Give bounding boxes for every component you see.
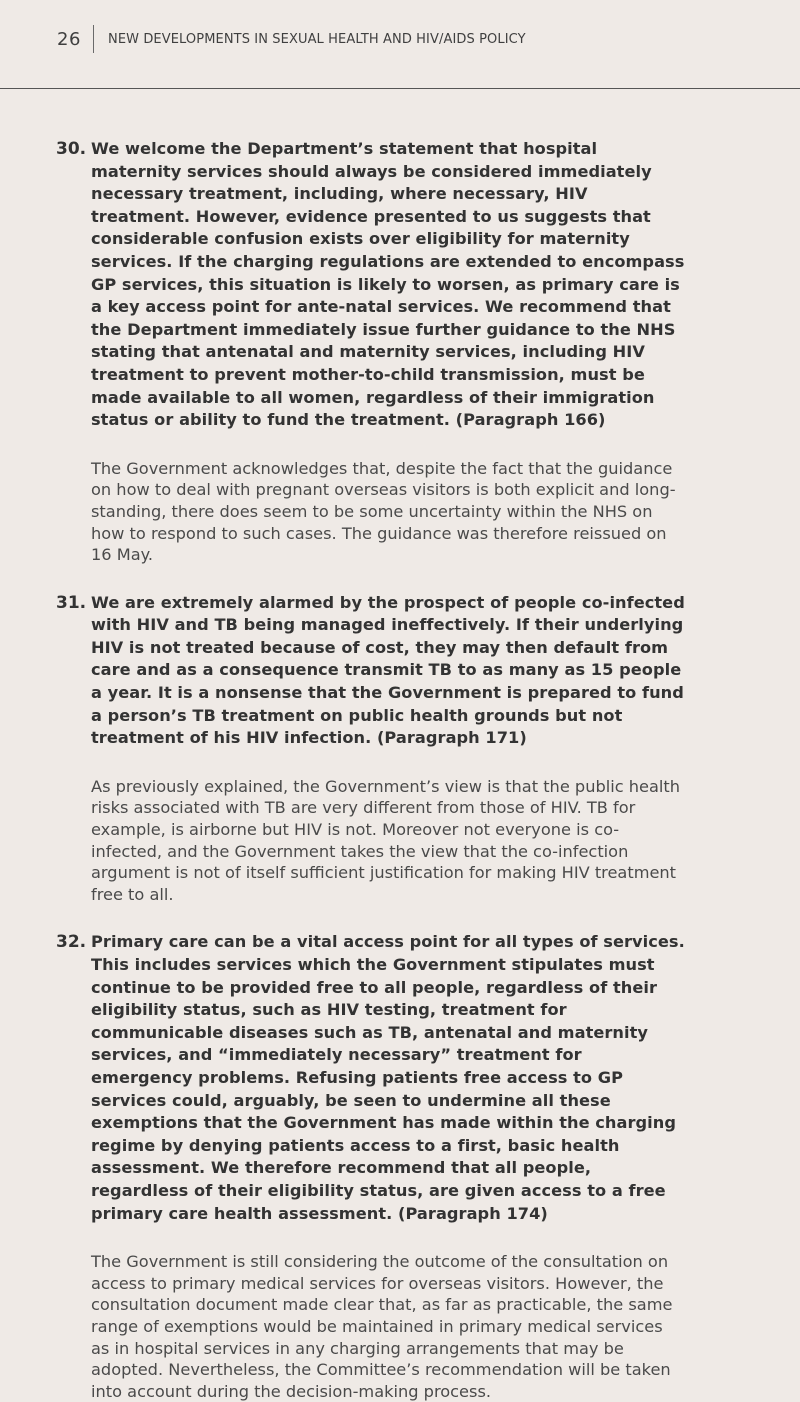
running-title: NEW DEVELOPMENTS IN SEXUAL HEALTH AND HIV/AIDS POLICY [108,31,526,47]
committee-recommendation: We welcome the Department’s statement that hospital maternity services should always be considered immediately necessary treatment, including, where necessary, HIV treatment. However, evidence presented to us suggests that considerable confusion exists over eligibility for maternity services. If the charging regulations are extended to encompass GP services, this situation is likely to worsen, as primary care is a key access point for ante-natal services. We recommend that the Department immediately issue further guidance to the NHS stating that antenatal and maternity services, including HIV treatment to prevent mother-to-child transmission, must be made available to all women, regardless of their immigration status or ability to fund the treatment. (Paragraph 166) [91,139,685,430]
item-number: 31. [56,592,87,613]
item-number: 32. [56,932,87,953]
item-body [91,931,686,1402]
main-content [56,138,786,1402]
item-number: 30. [56,139,87,159]
item-body [91,138,686,566]
committee-recommendation: We are extremely alarmed by the prospect of people co-infected with HIV and TB being managed ineffectively. If their underlying HIV is not treated because of cost, they may then default from care and as a consequence transmit TB to as many as 15 people a year. It is a nonsense that the Government is prepared to fund a person’s TB treatment on public health grounds but not treatment of his HIV infection. (Paragraph 171) [91,592,685,748]
header-rule [0,88,800,89]
government-response: As previously explained, the Government’s view is that the public health risks associated with TB are very different from those of HIV. TB for example, is airborne but HIV is not. Moreover not everyone is co-infected, and the Government takes the view that the co-infection argument is not of itself sufficient justification for making HIV treatment free to all. [91,776,681,904]
numbered-item-32 [56,931,786,1402]
government-response: The Government acknowledges that, despite the fact that the guidance on how to deal with pregnant overseas visitors is both explicit and long-standing, there does seem to be some uncertainty within the NHS on how to respond to such cases. The guidance was therefore reissued on 16 May. [91,458,676,565]
item-body [91,592,686,906]
page-header [57,24,526,54]
committee-recommendation: Primary care can be a vital access point for all types of services. This includes services which the Government stipulates must continue to be provided free to all people, regardless of their eligibility status, such as HIV testing, treatment for communicable diseases such as TB, antenatal and maternity services, and “immediately necessary” treatment for emergency problems. Refusing patients free access to GP services could, arguably, be seen to undermine all these exemptions that the Government has made within the charging regime by denying patients access to a first, basic health assessment. We therefore recommend that all people, regardless of their eligibility status, are given access to a free primary care health assessment. (Paragraph 174) [91,932,685,1223]
numbered-item-31 [56,592,786,906]
header-divider [93,25,94,53]
page-number: 26 [57,28,81,50]
government-response: The Government is still considering the outcome of the consultation on access to primary medical services for overseas visitors. However, the consultation document made clear that, as far as practicable, the same range of exemptions would be maintained in primary medical services as in hospital services in any charging arrangements that may be adopted. Nevertheless, the Committee’s recommendation will be taken into account during the decision-making process. [91,1252,673,1401]
numbered-item-30 [56,138,786,566]
